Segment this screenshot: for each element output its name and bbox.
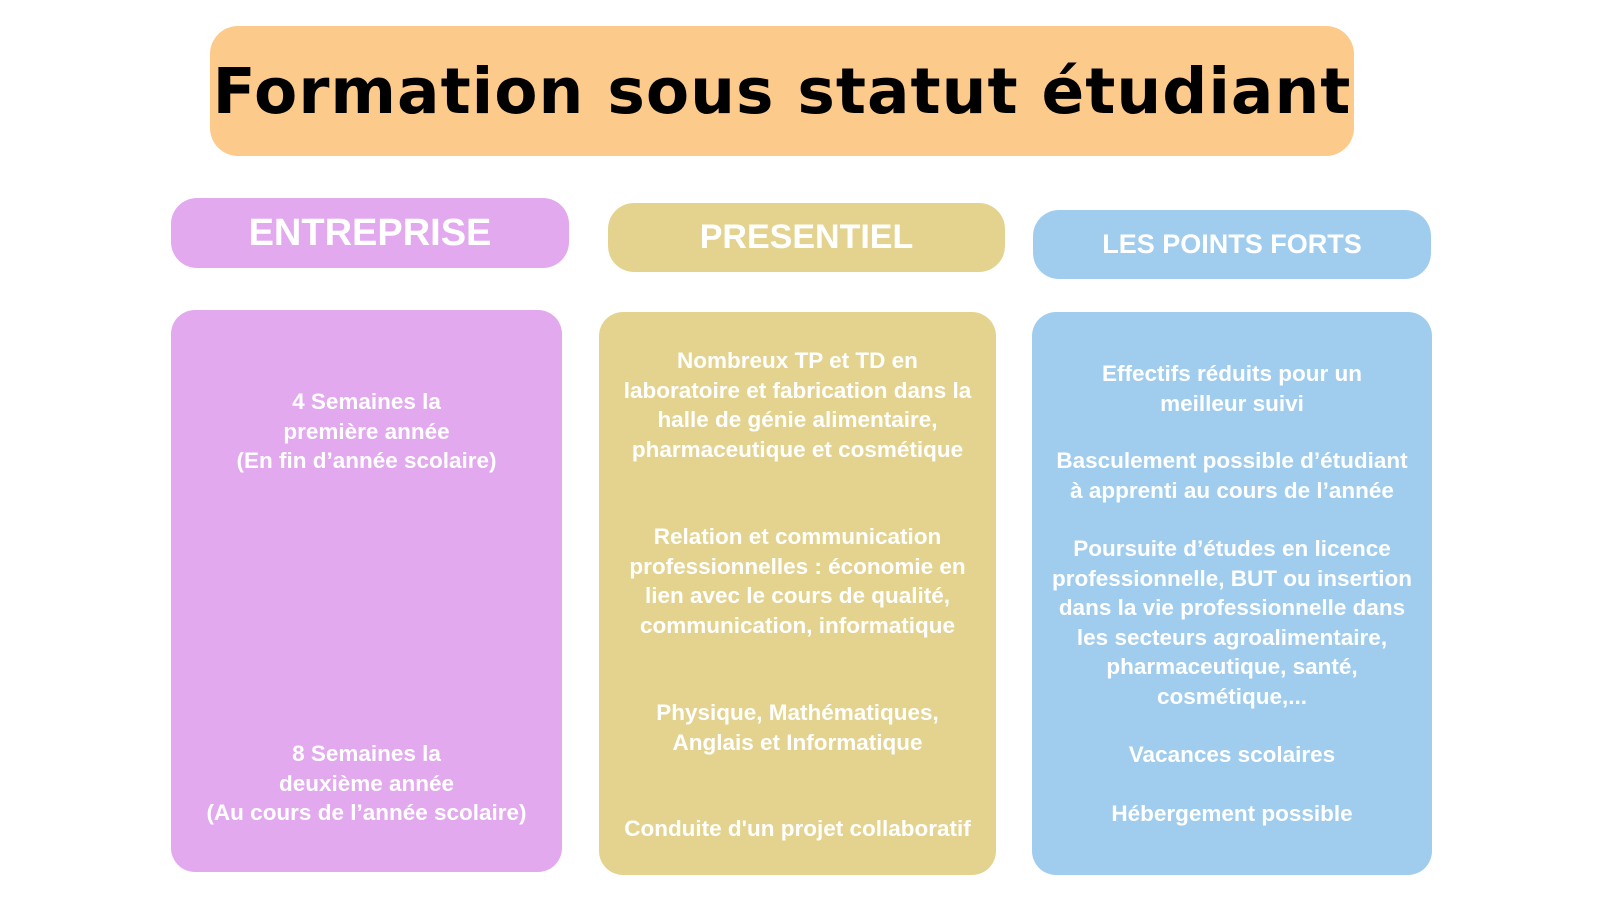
page-title: Formation sous statut étudiant (212, 54, 1352, 128)
points-item-basculement: Basculement possible d’étudiant à apprenti au cours de l’année (1056, 448, 1408, 503)
card-entreprise (171, 310, 562, 872)
title-banner (210, 26, 1354, 156)
presentiel-item-sciences: Physique, Mathématiques, Anglais et Informatique (656, 700, 939, 755)
points-item-poursuite: Poursuite d’études en licence professionnelle, BUT ou insertion dans la vie professionnelle dans les secteurs agroalimentaire, pharmaceutique, santé, cosmétique,... (1051, 536, 1413, 709)
header-entreprise (171, 198, 569, 268)
presentiel-item-projet: Conduite d'un projet collaboratif (624, 816, 971, 841)
card-presentiel (599, 312, 996, 875)
header-entreprise-label: ENTREPRISE (248, 211, 492, 254)
points-item-effectifs: Effectifs réduits pour un meilleur suivi (1101, 361, 1362, 416)
presentiel-item-communication: Relation et communication professionnelles : économie en lien avec le cours de qualité, communication, informatique (629, 524, 966, 638)
card-points-forts (1032, 312, 1432, 875)
points-item-hebergement: Hébergement possible (1111, 801, 1353, 826)
header-points-forts (1033, 210, 1431, 279)
points-item-vacances: Vacances scolaires (1128, 742, 1336, 767)
header-presentiel (608, 203, 1005, 272)
header-presentiel-label: PRESENTIEL (699, 218, 914, 256)
entreprise-item-first-year: 4 Semaines la première année (En fin d’année scolaire) (236, 389, 497, 473)
presentiel-item-tp-td: Nombreux TP et TD en laboratoire et fabrication dans la halle de génie alimentaire, pharmaceutique et cosmétique (623, 348, 972, 462)
header-points-forts-label: LES POINTS FORTS (1102, 229, 1362, 259)
entreprise-item-second-year: 8 Semaines la deuxième année (Au cours de l’année scolaire) (206, 741, 527, 825)
